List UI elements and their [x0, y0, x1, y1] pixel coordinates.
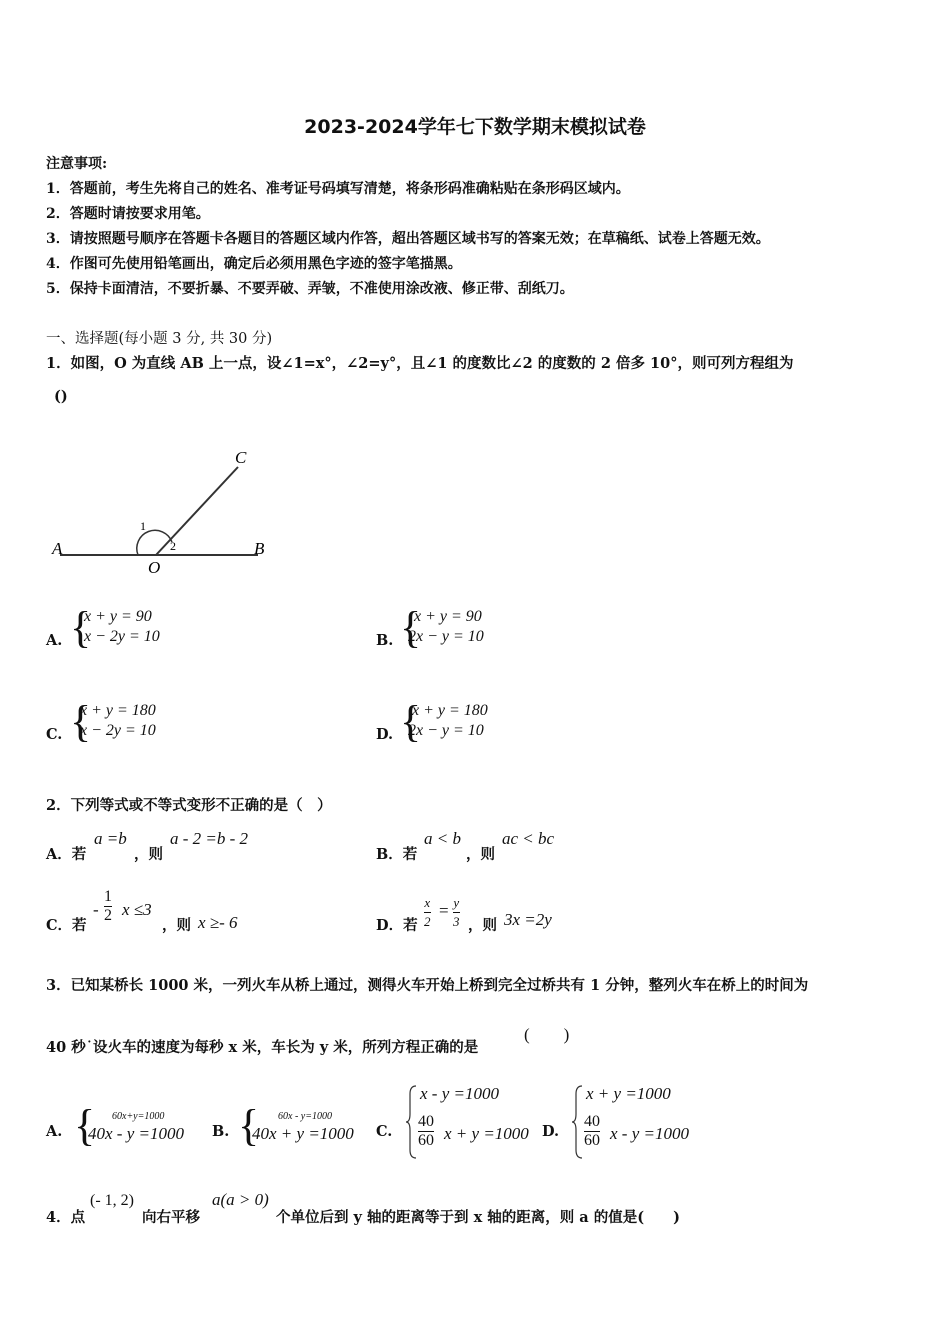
numerator: y: [453, 894, 460, 913]
q3-d-fraction: [584, 1113, 600, 1150]
q3-a-label: A.: [46, 1123, 63, 1140]
note-item: 4．作图可先使用铅笔画出，确定后必须用黑色字迹的签字笔描黑。: [46, 256, 462, 272]
q1-option-d-eq1: x + y = 180: [412, 702, 488, 719]
brace: {: [238, 1101, 260, 1150]
numerator: 40: [584, 1113, 600, 1130]
q4-mid: 向右平移: [142, 1209, 200, 1226]
note-item: 5．保持卡面清洁，不要折暴、不要弄破、弄皱，不准使用涂改液、修正带、刮纸刀。: [46, 281, 574, 297]
q4-post: 个单位后到 y 轴的距离等于到 x 轴的距离，则 a 的值是( ): [276, 1209, 680, 1226]
label-c: C: [235, 448, 247, 467]
page-title: 2023-2024学年七下数学期末模拟试卷: [304, 116, 646, 138]
q1-figure: [48, 440, 278, 580]
q2-c-label: C．若: [46, 917, 87, 934]
note-item: 2．答题时请按要求用笔。: [46, 206, 210, 222]
angle-1-label: 1: [140, 519, 146, 533]
numerator: 40: [418, 1113, 434, 1130]
q2-c-fraction: [104, 888, 112, 925]
angle-2-label: 2: [170, 539, 176, 553]
brace: {: [74, 1101, 96, 1150]
note-item: 3．请按照题号顺序在答题卡各题目的答题区域内作答，超出答题区域书写的答案无效；在草稿纸、试卷上答题无效。: [46, 231, 770, 247]
q3-d-brace: [570, 1084, 584, 1160]
q3-c-eq2: x + y =1000: [444, 1124, 529, 1143]
q3-c-brace: [404, 1084, 418, 1160]
denominator: 60: [418, 1132, 434, 1149]
q3-d-eq1: x + y =1000: [586, 1084, 671, 1103]
q3-d-eq2: x - y =1000: [610, 1124, 689, 1143]
q3-b-top: 60x - y=1000: [278, 1111, 332, 1122]
q2-d-label: D．若: [376, 917, 418, 934]
q3-b-label: B.: [212, 1123, 230, 1140]
q1-option-c-eq1: x + y = 180: [80, 702, 156, 719]
q1-option-a-label: A.: [46, 632, 63, 649]
denominator: 2: [104, 907, 112, 924]
q3-c-eq1: x - y =1000: [420, 1084, 499, 1103]
note-item: 1．答题前，考生先将自己的姓名、准考证号码填写清楚，将条形码准确粘贴在条形码区域内。: [46, 181, 630, 197]
q2-b-then: ，则: [466, 846, 495, 863]
q4-pre: 4．点: [46, 1209, 86, 1226]
q3-a-top: 60x+y=1000: [112, 1111, 165, 1122]
q2-d-result: 3x =2y: [504, 910, 552, 929]
numerator: x: [424, 894, 431, 913]
q2-b-cond: a < b: [424, 829, 461, 848]
label-b: B: [254, 539, 265, 558]
q1-option-a-eq1: x + y = 90: [84, 608, 152, 625]
q1-option-a-eq2: x − 2y = 10: [84, 628, 160, 645]
q3-stem-line1: 3．已知某桥长 1000 米，一列火车从桥上通过，测得火车开始上桥到完全过桥共有 1 分钟，整列火车在桥上的时间为: [46, 977, 809, 994]
q2-d-fraction-x: [424, 894, 431, 931]
q1-option-c-label: C.: [46, 726, 63, 743]
denominator: 2: [424, 914, 431, 929]
q3-a-main: 40x - y =1000: [88, 1124, 184, 1143]
q1-option-b-eq2: 2x − y = 10: [408, 628, 484, 645]
brace: {: [70, 697, 92, 746]
ray-oc: [156, 467, 238, 555]
label-o: O: [148, 558, 161, 577]
q3-paren: ( ): [524, 1025, 570, 1044]
q2-d-fraction-y: [453, 894, 460, 931]
q2-d-then: ，则: [468, 917, 497, 934]
q2-b-result: ac < bc: [502, 829, 555, 848]
q1-option-b-eq1: x + y = 90: [414, 608, 482, 625]
q1-option-d-label: D.: [376, 726, 394, 743]
q2-b-label: B．若: [376, 846, 418, 863]
q2-stem: 2．下列等式或不等式变形不正确的是（ ）: [46, 797, 332, 814]
q3-c-label: C.: [376, 1123, 393, 1140]
notes-heading: 注意事项:: [46, 156, 108, 172]
q2-a-result: a - 2 =b - 2: [170, 829, 249, 848]
q3-d-label: D.: [542, 1123, 560, 1140]
denominator: 60: [584, 1132, 600, 1149]
section-heading: 一、选择题(每小题 3 分, 共 30 分): [46, 331, 273, 347]
numerator: 1: [104, 888, 112, 905]
q2-a-label: A．若: [46, 846, 87, 863]
brace: {: [70, 603, 92, 652]
q3-c-fraction: [418, 1113, 434, 1150]
q2-a-cond: a =b: [94, 829, 127, 848]
q2-c-cond: x ≤3: [122, 900, 152, 919]
q1-paren: (): [54, 388, 68, 405]
brace: {: [400, 697, 422, 746]
q2-c-result: x ≥- 6: [198, 913, 238, 932]
q1-stem: 1．如图，O 为直线 AB 上一点，设∠1=x°，∠2=y°，且∠1 的度数比∠2 的度数的 2 倍多 10°，则可列方程组为: [46, 355, 794, 372]
q2-a-then: ，则: [134, 846, 163, 863]
q1-option-d-eq2: 2x − y = 10: [408, 722, 484, 739]
label-a: A: [52, 539, 63, 558]
q4-point: (- 1, 2): [90, 1192, 134, 1209]
q1-option-c-eq2: x − 2y = 10: [80, 722, 156, 739]
q1-option-b-label: B.: [376, 632, 394, 649]
q3-b-main: 40x + y =1000: [252, 1124, 354, 1143]
q2-c-then: ，则: [162, 917, 191, 934]
denominator: 3: [453, 914, 460, 929]
q2-c-minus: -: [93, 900, 99, 919]
q3-stem-line2: 40 秒˙设火车的速度为每秒 x 米，车长为 y 米，所列方程正确的是: [46, 1039, 479, 1056]
q4-a-expr: a(a > 0): [212, 1190, 269, 1209]
q2-d-equals: =: [439, 901, 449, 920]
brace: {: [400, 603, 422, 652]
